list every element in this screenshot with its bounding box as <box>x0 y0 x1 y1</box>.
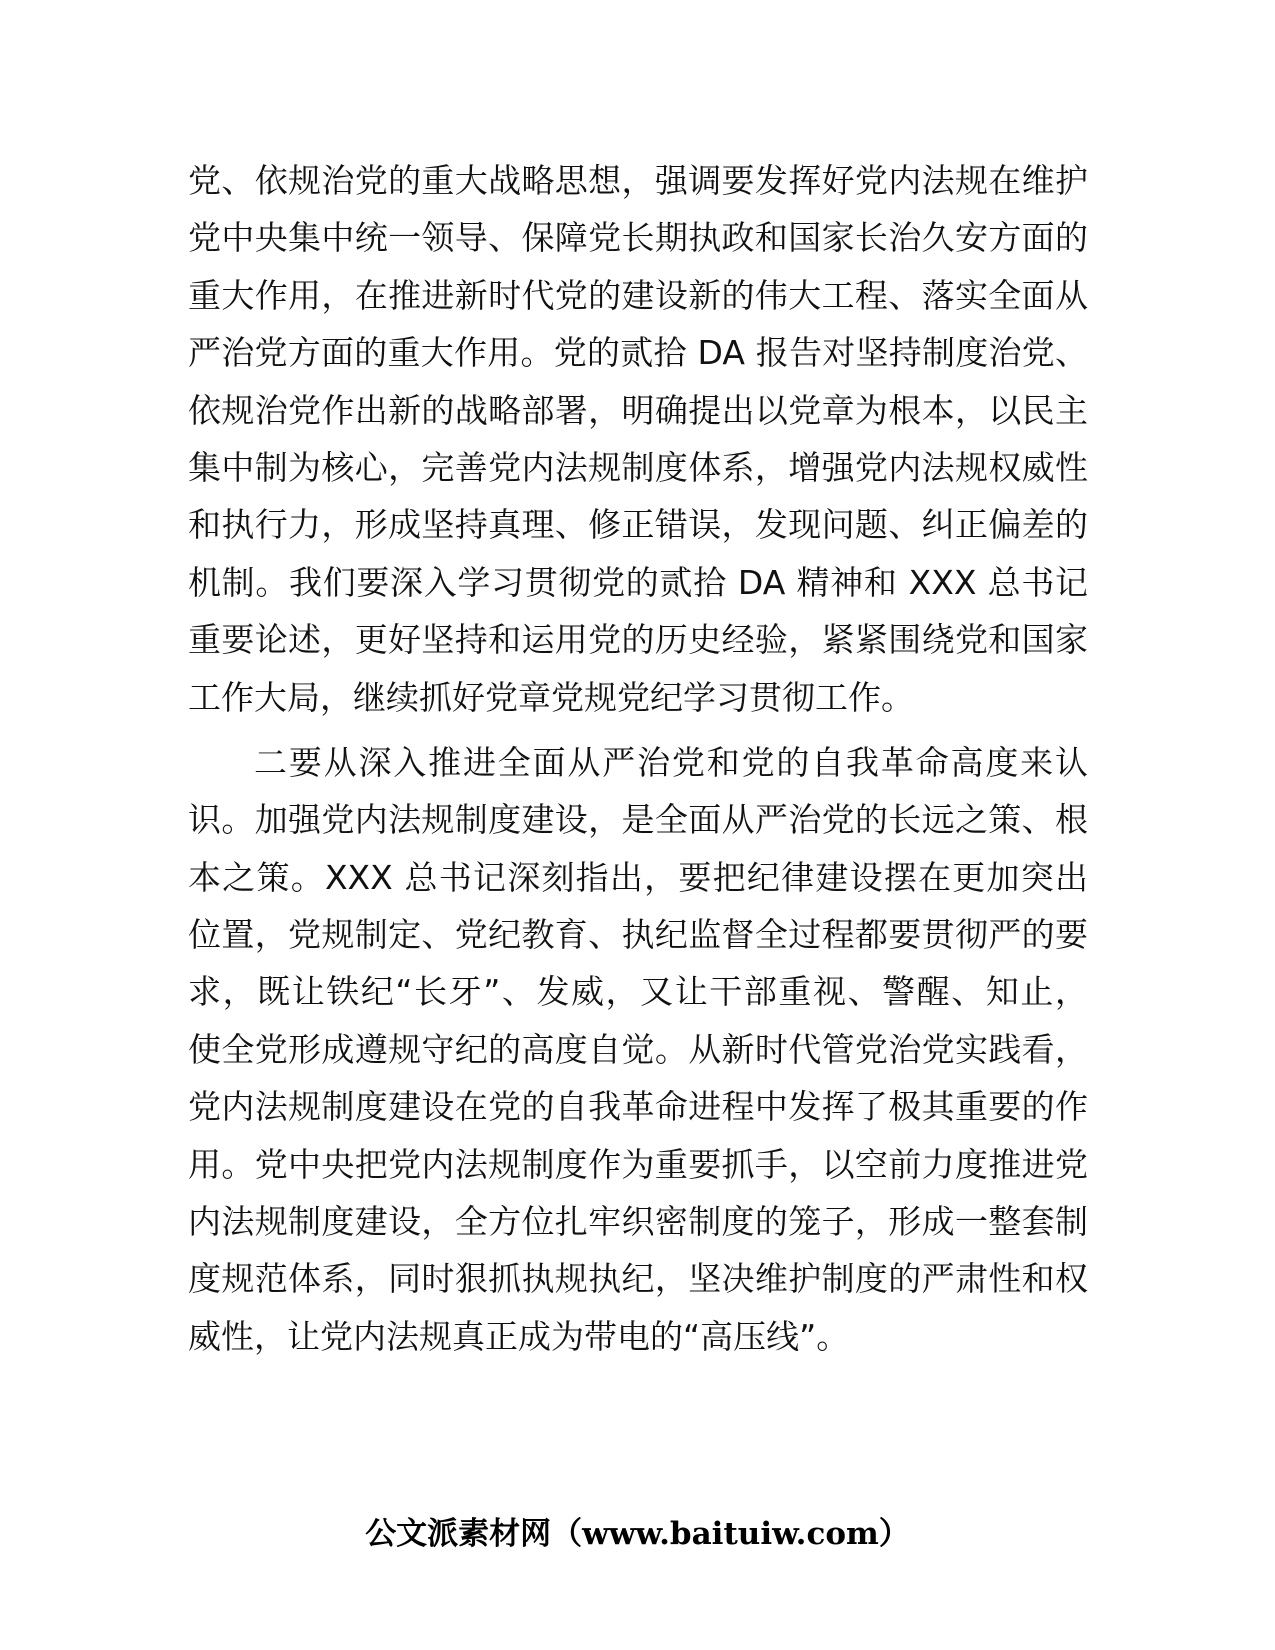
paragraph-line: 党中央集中统一领导、保障党长期执政和国家长治久安方面的 <box>188 218 1088 258</box>
paragraph-spacer <box>188 726 1088 734</box>
paragraph-1 <box>188 152 1088 726</box>
paragraph-line: 本之策。XXX 总书记深刻指出，要把纪律建设摆在更加突出 <box>188 857 1088 897</box>
paragraph-line: 集中制为核心，完善党内法规制度体系，增强党内法规权威性 <box>188 447 1088 487</box>
paragraph-line: 度规范体系，同时狠抓执规执纪，坚决维护制度的严肃性和权 <box>188 1259 1088 1299</box>
paragraph-line: 重大作用，在推进新时代党的建设新的伟大工程、落实全面从 <box>188 275 1088 315</box>
paragraph-line: 工作大局，继续抓好党章党规党纪学习贯彻工作。 <box>188 677 914 717</box>
paragraph-line: 威性，让党内法规真正成为带电的“高压线”。 <box>188 1316 850 1356</box>
paragraph-line: 机制。我们要深入学习贯彻党的贰拾 DA 精神和 XXX 总书记 <box>188 562 1088 602</box>
paragraph-2 <box>188 734 1088 1365</box>
document-body <box>188 152 1088 1365</box>
paragraph-line: 二要从深入推进全面从严治党和党的自我革命高度来认 <box>254 742 1088 782</box>
paragraph-line: 重要论述，更好坚持和运用党的历史经验，紧紧围绕党和国家 <box>188 620 1088 660</box>
paragraph-line: 党、依规治党的重大战略思想，强调要发挥好党内法规在维护 <box>188 161 1088 200</box>
paragraph-line: 识。加强党内法规制度建设，是全面从严治党的长远之策、根 <box>188 800 1088 840</box>
paragraph-line: 位置，党规制定、党纪教育、执纪监督全过程都要贯彻严的要 <box>188 915 1088 955</box>
paragraph-line: 党内法规制度建设在党的自我革命进程中发挥了极其重要的作 <box>188 1087 1088 1127</box>
paragraph-line: 使全党形成遵规守纪的高度自觉。从新时代管党治党实践看， <box>188 1029 1088 1069</box>
paragraph-line: 求，既让铁纪“长牙”、发威，又让干部重视、警醒、知止， <box>188 972 1088 1012</box>
paragraph-line: 内法规制度建设，全方位扎牢织密制度的笼子，形成一整套制 <box>188 1202 1088 1242</box>
page-footer-source: 公文派素材网（www.baituiw.com） <box>365 1516 910 1552</box>
paragraph-line: 严治党方面的重大作用。党的贰拾 DA 报告对坚持制度治党、 <box>188 333 1088 373</box>
paragraph-line: 依规治党作出新的战略部署，明确提出以党章为根本，以民主 <box>188 390 1088 430</box>
paragraph-line: 用。党中央把党内法规制度作为重要抓手，以空前力度推进党 <box>188 1144 1088 1184</box>
paragraph-line: 和执行力，形成坚持真理、修正错误，发现问题、纠正偏差的 <box>188 505 1088 545</box>
